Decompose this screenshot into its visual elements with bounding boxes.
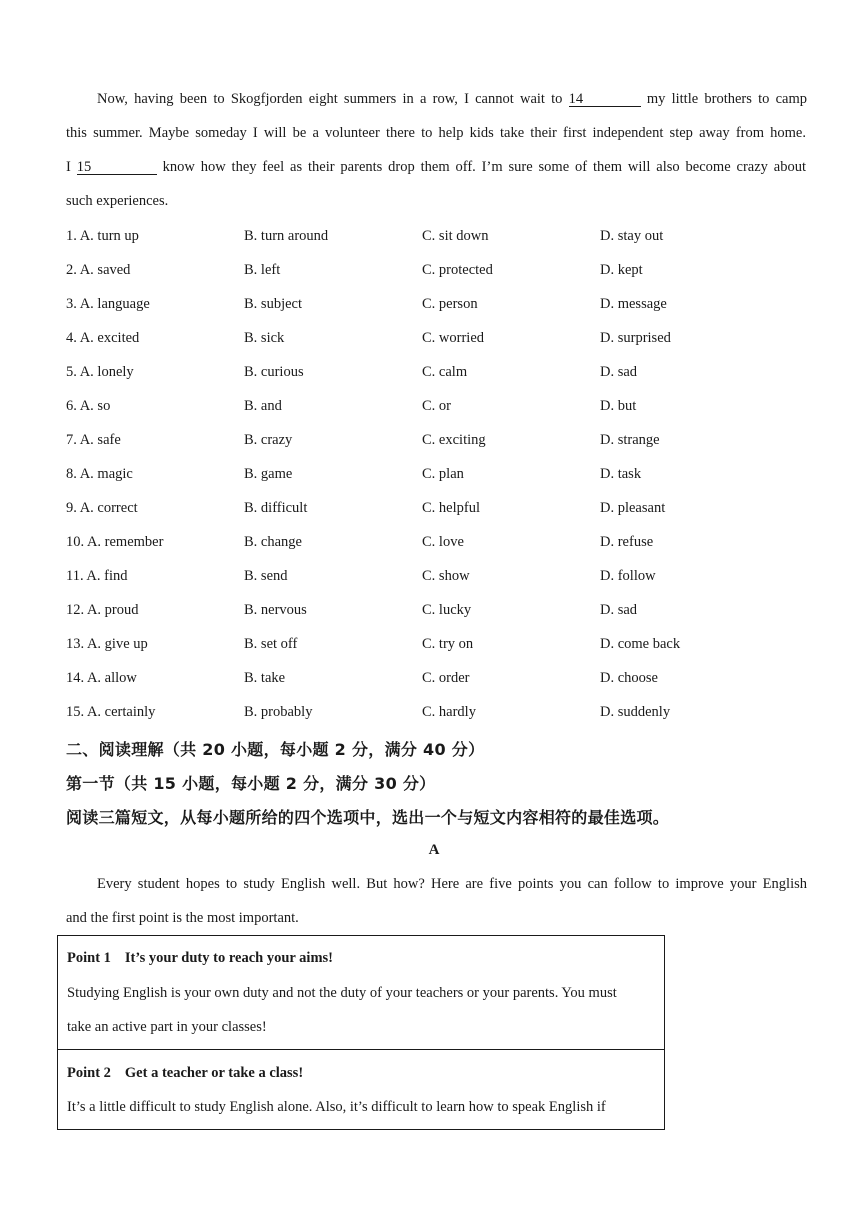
option-c: C. person bbox=[422, 296, 478, 312]
option-row bbox=[66, 398, 806, 418]
section-subheading: 第一节（共 15 小题，每小题 2 分，满分 30 分） bbox=[66, 774, 436, 793]
option-a: 10. A. remember bbox=[66, 534, 164, 550]
option-c: C. hardly bbox=[422, 704, 476, 720]
option-row bbox=[66, 364, 806, 384]
paragraph-line-2: this summer. Maybe someday I will be a volunteer there to help kids take their first independent step away from home. bbox=[66, 125, 806, 141]
option-d: D. task bbox=[600, 466, 642, 482]
option-c: C. love bbox=[422, 534, 464, 550]
option-d: D. sad bbox=[600, 364, 638, 380]
option-a: 13. A. give up bbox=[66, 636, 148, 652]
option-a: 7. A. safe bbox=[66, 432, 121, 448]
option-b: B. take bbox=[244, 670, 286, 686]
option-c: C. protected bbox=[422, 262, 493, 278]
option-b: B. nervous bbox=[244, 602, 307, 618]
section-heading: 二、阅读理解（共 20 小题，每小题 2 分，满分 40 分） bbox=[66, 740, 485, 759]
option-d: D. message bbox=[600, 296, 667, 312]
option-a: 5. A. lonely bbox=[66, 364, 134, 380]
option-row bbox=[66, 262, 806, 282]
option-c: C. exciting bbox=[422, 432, 486, 448]
option-a: 8. A. magic bbox=[66, 466, 133, 482]
option-c: C. or bbox=[422, 398, 451, 414]
option-a: 12. A. proud bbox=[66, 602, 139, 618]
blank-15: 15 bbox=[77, 160, 157, 175]
option-row bbox=[66, 228, 806, 248]
point-label: Point 2 bbox=[67, 1065, 111, 1081]
option-b: B. change bbox=[244, 534, 302, 550]
point-text-line: It’s a little difficult to study English alone. Also, it’s difficult to learn how to speak English if bbox=[67, 1099, 606, 1115]
option-b: B. probably bbox=[244, 704, 313, 720]
option-row bbox=[66, 296, 806, 316]
option-b: B. difficult bbox=[244, 500, 308, 516]
point-cell-1 bbox=[58, 936, 664, 1050]
option-d: D. suddenly bbox=[600, 704, 671, 720]
option-row bbox=[66, 500, 806, 520]
option-a: 4. A. excited bbox=[66, 330, 140, 346]
option-a: 11. A. find bbox=[66, 568, 128, 584]
paragraph-text: Now, having been to Skogfjorden eight summers in a row, I cannot wait to bbox=[97, 91, 569, 107]
option-d: D. strange bbox=[600, 432, 660, 448]
option-d: D. stay out bbox=[600, 228, 664, 244]
option-b: B. left bbox=[244, 262, 281, 278]
option-a: 14. A. allow bbox=[66, 670, 137, 686]
option-row bbox=[66, 636, 806, 656]
option-c: C. try on bbox=[422, 636, 474, 652]
point-header bbox=[67, 950, 333, 967]
option-row bbox=[66, 432, 806, 452]
option-b: B. crazy bbox=[244, 432, 293, 448]
option-row bbox=[66, 466, 806, 486]
point-text-line: take an active part in your classes! bbox=[67, 1019, 267, 1035]
option-b: B. set off bbox=[244, 636, 298, 652]
option-c: C. sit down bbox=[422, 228, 489, 244]
option-a: 6. A. so bbox=[66, 398, 111, 414]
option-d: D. come back bbox=[600, 636, 681, 652]
option-b: B. game bbox=[244, 466, 293, 482]
option-d: D. choose bbox=[600, 670, 658, 686]
paragraph-line-4: such experiences. bbox=[66, 193, 169, 209]
option-c: C. plan bbox=[422, 466, 464, 482]
passage-line-2: and the first point is the most important. bbox=[66, 910, 299, 926]
paragraph-text: my little brothers to camp bbox=[640, 91, 807, 107]
option-row bbox=[66, 602, 806, 622]
option-d: D. kept bbox=[600, 262, 643, 278]
option-a: 1. A. turn up bbox=[66, 228, 139, 244]
option-b: B. turn around bbox=[244, 228, 329, 244]
paragraph-line-3 bbox=[66, 159, 806, 176]
point-text-line: Studying English is your own duty and not the duty of your teachers or your parents. You must bbox=[67, 985, 617, 1001]
option-row bbox=[66, 704, 806, 724]
paragraph-text: I bbox=[66, 159, 77, 175]
option-a: 3. A. language bbox=[66, 296, 150, 312]
blank-14: 14 bbox=[569, 92, 641, 107]
option-d: D. sad bbox=[600, 602, 638, 618]
option-c: C. calm bbox=[422, 364, 468, 380]
passage-letter: A bbox=[428, 842, 440, 858]
option-b: B. send bbox=[244, 568, 288, 584]
option-d: D. surprised bbox=[600, 330, 671, 346]
option-b: B. sick bbox=[244, 330, 285, 346]
option-d: D. follow bbox=[600, 568, 656, 584]
paragraph-text: know how they feel as their parents drop them off. I’m sure some of them will also become crazy about bbox=[156, 159, 806, 175]
section-instruction: 阅读三篇短文，从每小题所给的四个选项中，选出一个与短文内容相符的最佳选项。 bbox=[66, 808, 670, 827]
option-a: 2. A. saved bbox=[66, 262, 131, 278]
option-row bbox=[66, 330, 806, 350]
option-a: 9. A. correct bbox=[66, 500, 138, 516]
option-b: B. and bbox=[244, 398, 282, 414]
option-c: C. helpful bbox=[422, 500, 480, 516]
option-row bbox=[66, 670, 806, 690]
option-d: D. pleasant bbox=[600, 500, 666, 516]
option-c: C. lucky bbox=[422, 602, 472, 618]
option-c: C. show bbox=[422, 568, 470, 584]
point-title: It’s your duty to reach your aims! bbox=[124, 950, 334, 966]
point-label: Point 1 bbox=[67, 950, 111, 966]
option-d: D. but bbox=[600, 398, 637, 414]
option-b: B. curious bbox=[244, 364, 304, 380]
option-c: C. worried bbox=[422, 330, 485, 346]
option-a: 15. A. certainly bbox=[66, 704, 156, 720]
option-row bbox=[66, 568, 806, 588]
passage-line-1: Every student hopes to study English well. But how? Here are five points you can follow to improve your English bbox=[97, 876, 807, 892]
point-header bbox=[67, 1065, 303, 1082]
paragraph-line-1 bbox=[97, 91, 807, 108]
points-table bbox=[57, 935, 665, 1130]
option-row bbox=[66, 534, 806, 554]
option-d: D. refuse bbox=[600, 534, 654, 550]
point-title: Get a teacher or take a class! bbox=[124, 1065, 304, 1081]
option-b: B. subject bbox=[244, 296, 302, 312]
point-cell-2 bbox=[58, 1050, 664, 1129]
option-c: C. order bbox=[422, 670, 470, 686]
